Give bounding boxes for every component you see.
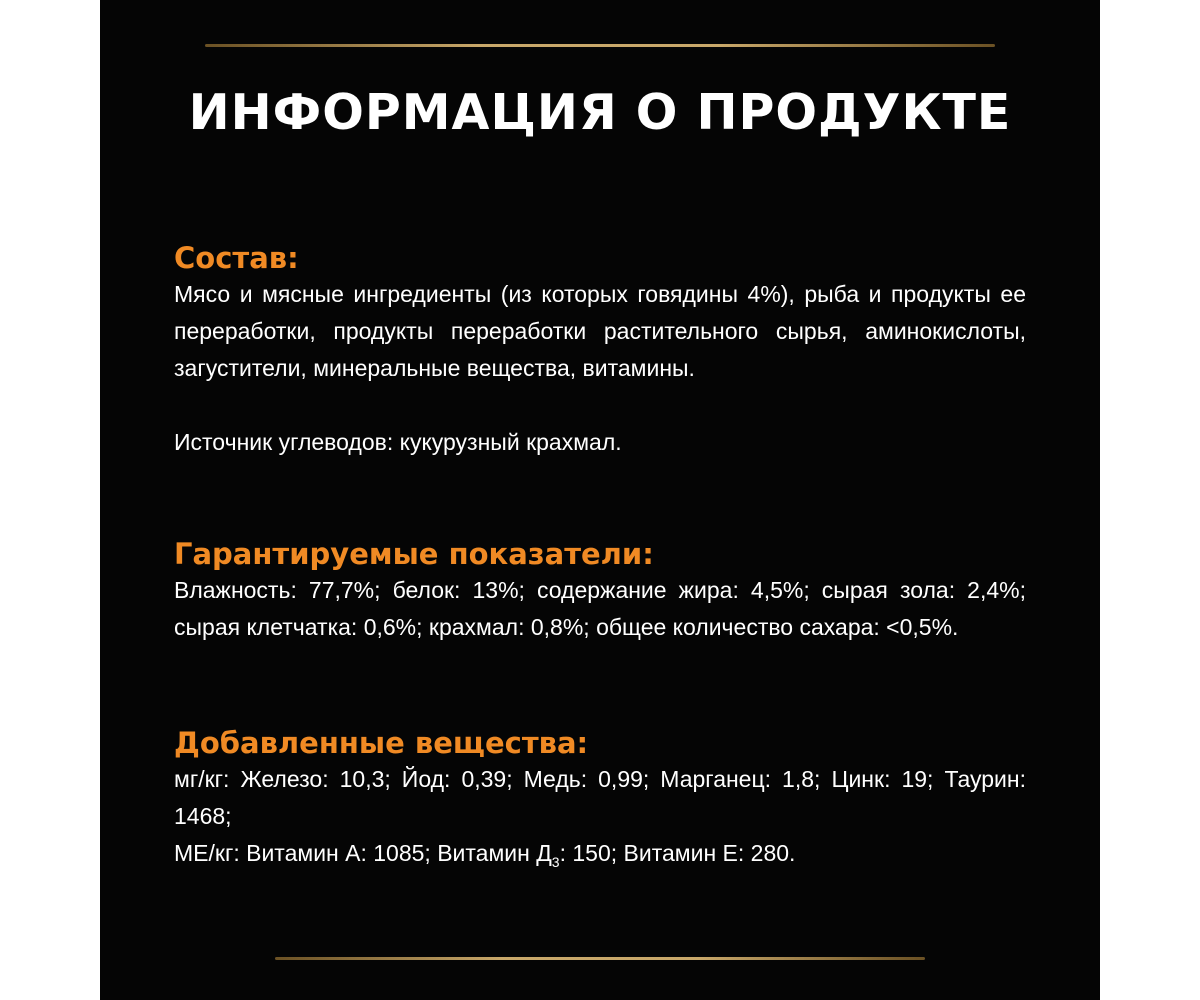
composition-heading: Состав: xyxy=(174,241,299,275)
me-prefix: МЕ/кг: Витамин А: 1085; Витамин Д xyxy=(174,840,552,866)
additives-mg-text: мг/кг: Железо: 10,3; Йод: 0,39; Медь: 0,99; Марганец: 1,8; Цинк: 19; Таурин: 1468; xyxy=(174,766,1026,829)
info-panel xyxy=(100,0,1100,1000)
top-gold-rule xyxy=(205,44,995,47)
spacer xyxy=(174,387,1026,424)
bottom-gold-rule xyxy=(275,957,925,960)
me-suffix: : 150; Витамин Е: 280. xyxy=(559,840,796,866)
carbohydrate-source-text: Источник углеводов: кукурузный крахмал. xyxy=(174,429,622,455)
additives-heading: Добавленные вещества: xyxy=(174,726,589,760)
indicators-heading: Гарантируемые показатели: xyxy=(174,537,654,571)
composition-text: Мясо и мясные ингредиенты (из которых говядины 4%), рыба и продукты ее переработки, продукты переработки растительного сырья, аминокислоты, загустители, минеральные вещества, витамины. xyxy=(174,281,1026,381)
indicators-text: Влажность: 77,7%; белок: 13%; содержание жира: 4,5%; сырая зола: 2,4%; сырая клетчатка: 0,6%; крахмал: 0,8%; общее количество сахара: <0,5%. xyxy=(174,577,1026,640)
composition-section xyxy=(174,240,1026,461)
additives-me-text xyxy=(174,835,1026,881)
additives-section xyxy=(174,725,1026,881)
guaranteed-indicators-section xyxy=(174,536,1026,646)
vitamin-d-subscript: 3 xyxy=(551,854,560,870)
page-title: ИНФОРМАЦИЯ О ПРОДУКТЕ xyxy=(188,84,1012,141)
